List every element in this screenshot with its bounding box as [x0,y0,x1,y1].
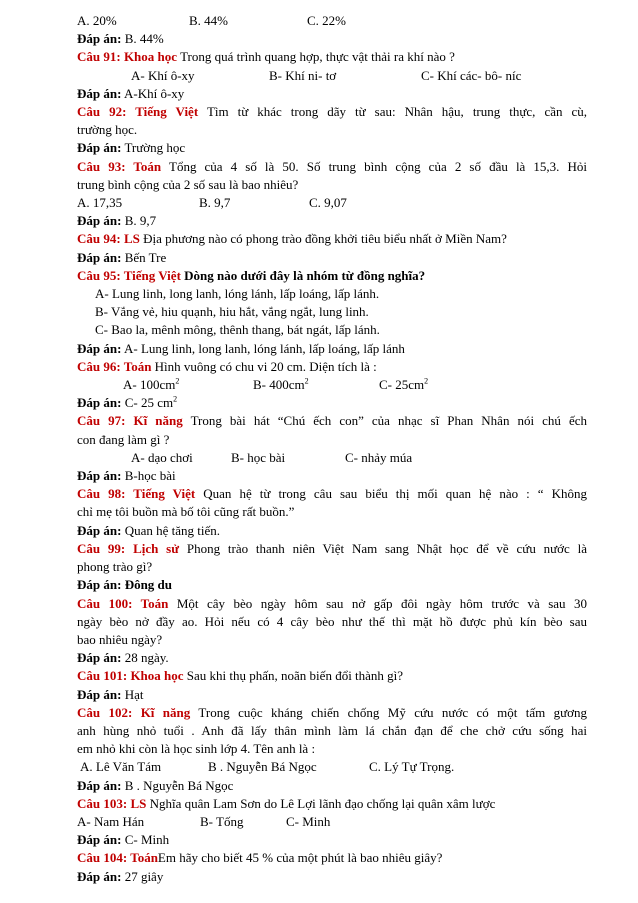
answer-text: Trường học [124,140,186,156]
document-page [77,12,587,886]
question-text: Trong cuộc kháng chiến chống Mỹ cứu nước có một tấm gương [198,704,587,720]
q93-answer [77,212,587,230]
answer-label: Đáp án: [77,686,122,702]
q91-option-b: B- Khí ni- tơ [269,67,337,83]
q98-answer [77,522,587,540]
answer-text: C- 25 cm [124,395,174,411]
q93-option-b: B. 9,7 [199,195,231,211]
q95-option-c: C- Bao la, mênh mông, thênh thang, bát ngát, lấp lánh. [95,322,380,338]
q96-option-c: C- $25cm^2$ [379,376,429,393]
q103-option-b: B- Tống [200,813,244,829]
q91-answer [77,85,587,103]
question-text: Em hãy cho biết 45 % của một phút là bao nhiêu giây? [157,850,443,866]
q103-option-a: A- Nam Hán [77,813,145,829]
q103-option-c: C- Minh [286,813,331,829]
answer-label: Đáp án: [77,650,122,666]
q90-options [77,12,587,30]
q96-question [77,358,587,376]
question-text: Nghĩa quân Lam Sơn do Lê Lợi lãnh đạo chống lại quân xâm lược [149,795,496,811]
q91-option-a: A- Khí ô-xy [131,67,195,83]
q101-question [77,667,587,685]
q104-answer [77,868,587,886]
q103-options [77,813,587,831]
answer-text: B. 44% [124,31,164,47]
answer-text: Hạt [124,686,144,702]
question-text: Quan hệ từ trong câu sau biểu thị mối quan hệ nào : “ Không [203,486,587,502]
q99-question-line1 [77,540,587,558]
q96-option-b: B- $400cm^2$ [253,376,309,393]
answer-text: B . Nguyễn Bá Ngọc [124,777,234,793]
q93-options [77,194,587,212]
q90-option-c: C. 22% [307,13,346,28]
q98-question-line1 [77,485,587,503]
answer-text: Quan hệ tăng tiến. [124,522,220,538]
q90-option-a: A. 20% [77,13,117,28]
answer-text: 27 giây [124,868,164,884]
q93-option-a: A. 17,35 [77,195,123,211]
q102-question-line1 [77,704,587,722]
q90-answer [77,30,587,48]
question-heading: Câu 101: Khoa học [77,668,184,684]
q97-answer [77,467,587,485]
question-text: Địa phương nào có phong trào đồng khởi tiêu biểu nhất ở Miền Nam? [143,231,507,247]
q103-answer [77,831,587,849]
q93-option-c: C. 9,07 [309,195,347,211]
q97-options [77,449,587,467]
q102-option-b: B . Nguyễn Bá Ngọc [208,759,317,775]
answer-text: Bến Tre [124,249,167,265]
question-text: Dòng nào dưới đây là nhóm từ đồng nghĩa? [184,267,426,283]
q91-options [77,67,587,85]
q95-option-b: B- Vắng vẻ, hiu quạnh, hiu hắt, vắng ngắt, lung linh. [95,304,369,320]
q102-question-line2: anh hùng nhỏ tuổi . Anh đã lấy thân mình làm lá chắn đạn để che chở cứu sống hai [77,722,587,738]
q96-option-a: A- $100cm^2$ [123,376,180,393]
question-heading: Câu 96: Toán [77,358,152,374]
q101-answer [77,686,587,704]
q99-question-line2: phong trào gì? [77,559,153,575]
q102-answer [77,777,587,795]
q94-question [77,230,587,248]
question-text: Trong quá trình quang hợp, thực vật thải ra khí nào ? [180,49,455,65]
q100-question-line3: bao nhiêu ngày? [77,631,163,647]
q95-question [77,267,587,285]
answer-text: Đông du [124,577,173,593]
answer-label: Đáp án: [77,468,122,484]
q100-question-line2: ngày bèo nở đầy ao. Hỏi nếu có 4 cây bèo như thế thì mặt hồ được phủ kín bèo sau [77,613,587,629]
q100-question-line1 [77,595,587,613]
question-text: Một cây bèo ngày hôm sau nở gấp đôi ngày hôm trước và sau 30 [176,595,588,611]
answer-text: C- Minh [124,832,170,848]
answer-label: Đáp án: [77,777,122,793]
answer-text: B. 9,7 [124,213,157,229]
question-heading: Câu 91: Khoa học [77,49,178,65]
answer-text: B-học bài [124,468,176,484]
question-heading: Câu 99: Lịch sử [77,540,180,556]
answer-text: 28 ngày. [124,650,169,666]
answer-label: Đáp án: [77,868,122,884]
q97-option-c: C- nhảy múa [345,449,413,465]
answer-label: Đáp án: [77,395,122,411]
question-heading: Câu 98: Tiếng Việt [77,486,196,502]
question-text: Phong trào thanh niên Việt Nam sang Nhật học để về cứu nước là [186,540,588,556]
q102-option-c: C. Lý Tự Trọng. [369,759,455,775]
answer-exponent: 2 [173,394,178,404]
q96-options [77,376,587,394]
question-text: Tổng của 4 số là 50. Số trung bình cộng của 2 số đầu là 15,3. Hỏi [169,158,588,174]
q97-option-a: A- dạo chơi [131,449,193,465]
answer-text: A-Khí ô-xy [123,85,185,101]
q92-question-line1 [77,103,587,121]
q97-option-b: B- học bài [231,449,286,465]
q99-answer [77,576,587,594]
question-text: Tìm từ khác trong dãy từ sau: Nhân hậu, trung thực, cần cù, [206,104,588,120]
question-heading: Câu 104: Toán [77,850,158,866]
q100-answer [77,649,587,667]
answer-label: Đáp án: [77,522,122,538]
q92-answer [77,139,587,157]
q94-answer [77,249,587,267]
q104-question [77,849,587,867]
question-heading: Câu 103: LS [77,795,147,811]
question-heading: Câu 97: Kĩ năng [77,413,183,429]
question-heading: Câu 94: LS [77,231,140,247]
question-text: Sau khi thụ phấn, noãn biến đổi thành gì? [186,668,404,684]
q93-question-line2: trung bình cộng của 2 số sau là bao nhiêu? [77,176,299,192]
q97-question-line1 [77,412,587,430]
q97-question-line2: con đang làm gì ? [77,431,170,447]
answer-label: Đáp án: [77,140,122,156]
q96-answer [77,394,587,412]
answer-label: Đáp án: [77,213,122,229]
q93-question-line1 [77,158,587,176]
answer-label: Đáp án: [77,85,122,101]
q95-answer [77,340,587,358]
answer-label: Đáp án: [77,340,122,356]
answer-label: Đáp án: [77,577,122,593]
q102-question-line3: em nhỏ khi còn là học sinh lớp 4. Tên anh là : [77,741,316,757]
question-heading: Câu 92: Tiếng Việt [77,104,199,120]
q91-question [77,48,587,66]
answer-label: Đáp án: [77,31,122,47]
q102-option-a: A. Lê Văn Tám [80,759,162,775]
question-heading: Câu 100: Toán [77,595,169,611]
question-text: Hình vuông có chu vi 20 cm. Diện tích là : [154,358,377,374]
q102-options [77,758,587,776]
q103-question [77,795,587,813]
q95-option-a: A- Lung linh, long lanh, lóng lánh, lấp loáng, lấp lánh. [95,286,380,302]
q98-question-line2: chỉ mẹ tôi buồn mà bố tôi cũng rất buồn.” [77,504,295,520]
q91-option-c: C- Khí các- bô- níc [421,67,522,83]
q92-question-line2: trường học. [77,122,138,138]
question-heading: Câu 95: Tiếng Việt [77,267,181,283]
question-text: Trong bài hát “Chú ếch con” của nhạc sĩ Phan Nhân nói chú ếch [190,413,587,429]
answer-text: A- Lung linh, long lanh, lóng lánh, lấp loáng, lấp lánh [123,340,405,356]
answer-label: Đáp án: [77,249,122,265]
answer-label: Đáp án: [77,832,122,848]
question-heading: Câu 93: Toán [77,158,162,174]
q90-option-b: B. 44% [189,13,228,28]
question-heading: Câu 102: Kĩ năng [77,704,191,720]
